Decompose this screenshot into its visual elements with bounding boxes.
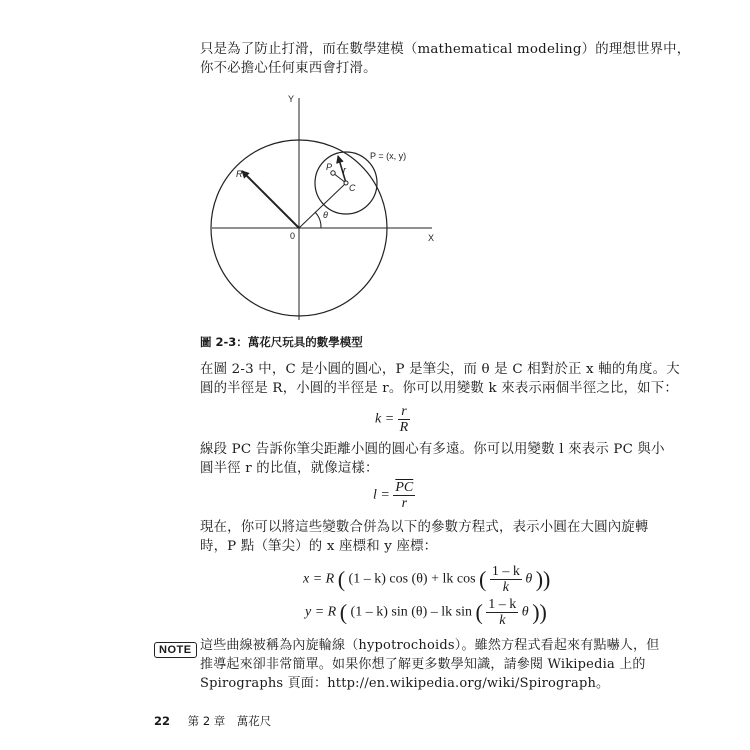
equation-y-close-parens: )) — [532, 599, 547, 625]
equation-l-numerator: $\overline{PC}$ — [395, 480, 414, 495]
note-badge-wrap — [154, 638, 197, 658]
paragraph-1 — [200, 360, 680, 398]
equation-x-close-parens: )) — [535, 566, 551, 592]
top-paragraph — [200, 40, 690, 78]
equation-x-fraction — [490, 564, 522, 595]
x-axis-label: X — [428, 233, 435, 243]
equation-x-inner-open-paren: ( — [479, 566, 487, 592]
note-line3: Spirographs 頁面：http://en.wikipedia.org/wiki/Spirograph。 — [200, 676, 610, 691]
note-line1: 這些曲線被稱為內旋輪線（hypotrochoids）。雖然方程式看起來有點嚇人，但 — [200, 638, 660, 653]
equation-y — [305, 597, 547, 628]
equation-x-frac-denominator: k — [502, 580, 509, 595]
equation-x — [303, 564, 550, 595]
page-number: 22 — [154, 714, 171, 728]
angle-arc — [315, 212, 321, 228]
figure-caption: 圖 2-3：萬花尺玩具的數學模型 — [200, 335, 363, 349]
equation-y-theta: θ — [521, 604, 529, 620]
paragraph-3-line1: 現在，你可以將這些變數合併為以下的參數方程式，表示小圓在大圓內旋轉 — [200, 520, 649, 535]
equation-l-denominator: r — [401, 496, 408, 511]
pen-point-label: P — [326, 162, 333, 172]
center-point — [344, 181, 348, 185]
chapter-label: 第 2 章 萬花尺 — [187, 714, 272, 728]
equation-y-frac-denominator: k — [499, 613, 506, 628]
top-paragraph-line2: 你不必擔心任何東西會打滑。 — [200, 61, 377, 76]
equation-y-frac-numerator: 1 – k — [488, 597, 517, 612]
paragraph-2 — [200, 440, 665, 478]
equation-y-fraction — [486, 597, 518, 628]
angle-label: θ — [323, 210, 328, 220]
paragraph-3 — [200, 518, 649, 556]
point-coordinate-label: P = (x, y) — [370, 151, 407, 161]
note-line2: 推導起來卻非常簡單。如果你想了解更多數學知識，請參閱 Wikipedia 上的 — [200, 657, 646, 672]
equation-y-inner-open-paren: ( — [475, 599, 483, 625]
equation-y-open-paren: ( — [339, 599, 348, 625]
paragraph-1-line2: 圓的半徑是 R，小圓的半徑是 r。你可以用變數 k 來表示兩個半徑之比，如下： — [200, 381, 678, 396]
spirograph-diagram — [190, 88, 450, 320]
equation-x-body: (1 – k) cos (θ) + lk cos — [348, 571, 476, 587]
paragraph-3-line2: 時，P 點（筆尖）的 x 座標和 y 座標： — [200, 539, 438, 554]
equation-x-open-paren: ( — [337, 566, 346, 592]
center-line — [299, 183, 346, 228]
center-label: C — [349, 183, 356, 193]
equation-x-theta: θ — [525, 571, 533, 587]
equation-l-fraction — [393, 480, 415, 511]
note-text — [200, 636, 659, 693]
page-footer — [154, 713, 271, 729]
note-badge: NOTE — [154, 642, 197, 658]
equation-y-lhs: y = R — [305, 604, 337, 620]
big-radius-label: R — [236, 169, 243, 179]
radius-R-arrow — [242, 171, 299, 228]
small-radius-label: r — [343, 165, 346, 175]
paragraph-1-line1: 在圖 2-3 中，C 是小圓的圓心，P 是筆尖，而 θ 是 C 相對於正 x 軸的角度。大 — [200, 362, 680, 377]
equation-y-body: (1 – k) sin (θ) – lk sin — [350, 604, 472, 620]
top-paragraph-line1: 只是為了防止打滑，而在數學建模（mathematical modeling）的理想世界中， — [200, 42, 691, 57]
equation-k — [375, 404, 410, 435]
equation-l-lhs: l = — [373, 487, 390, 503]
origin-label: 0 — [290, 231, 296, 241]
equation-k-numerator: r — [398, 404, 411, 420]
equation-x-frac-numerator: 1 – k — [491, 564, 520, 579]
paragraph-2-line1: 線段 PC 告訴你筆尖距離小圓的圓心有多遠。你可以用變數 l 來表示 PC 與小 — [200, 442, 665, 457]
paragraph-2-line2: 圓半徑 r 的比值，就像這樣： — [200, 461, 379, 476]
equation-k-fraction — [398, 404, 411, 435]
equation-l — [373, 480, 415, 511]
y-axis-label: Y — [288, 94, 295, 104]
equation-x-lhs: x = R — [303, 571, 335, 587]
equation-k-denominator: R — [399, 420, 409, 435]
equation-k-lhs: k = — [375, 411, 395, 427]
